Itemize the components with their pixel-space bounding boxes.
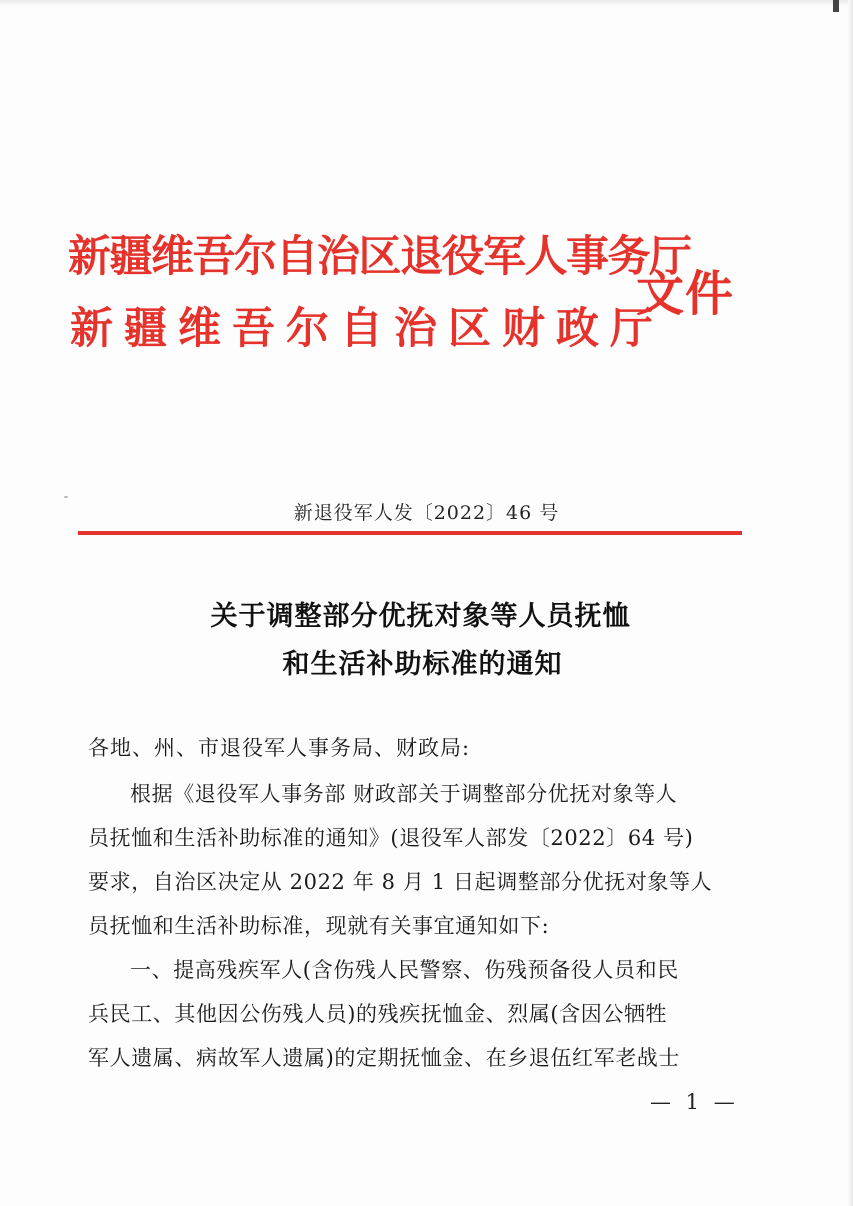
salutation: 各地、州、市退役军人事务局、财政局: xyxy=(88,736,471,760)
body-line: 员抚恤和生活补助标准的通知》(退役军人部发〔2022〕64 号) xyxy=(88,826,694,850)
notice-title-line-2: 和生活补助标准的通知 xyxy=(282,649,563,680)
body-line: 兵民工、其他因公伤残人员)的残疾抚恤金、烈属(含因公牺牲 xyxy=(88,1002,668,1026)
body-line: 员抚恤和生活补助标准，现就有关事宜通知如下: xyxy=(88,914,550,938)
body-line: 要求，自治区决定从 2022 年 8 月 1 日起调整部分优抚对象等人 xyxy=(88,870,713,894)
red-divider-line xyxy=(78,531,742,535)
issuer-finance-dept: 新疆维吾尔自治区财政厅 xyxy=(70,304,664,354)
page-number: — 1 — xyxy=(650,1090,739,1114)
notice-title-line-1: 关于调整部分优抚对象等人员抚恤 xyxy=(210,601,631,632)
body-line: 根据《退役军人事务部 财政部关于调整部分优抚对象等人 xyxy=(130,782,678,806)
issuer-veterans-affairs: 新疆维吾尔自治区退役军人事务厅 xyxy=(68,232,691,282)
scan-edge-right xyxy=(848,0,853,1206)
scan-edge-top xyxy=(0,0,853,6)
document-number: 新退役军人发〔2022〕46 号 xyxy=(293,502,560,524)
document-type-label: 文件 xyxy=(636,266,735,322)
body-line: 一、提高残疾军人(含伤残人民警察、伤残预备役人员和民 xyxy=(130,958,679,982)
body-line: 军人遗属、病故军人遗属)的定期抚恤金、在乡退伍红军老战士 xyxy=(88,1046,680,1070)
corner-mark xyxy=(833,0,839,12)
